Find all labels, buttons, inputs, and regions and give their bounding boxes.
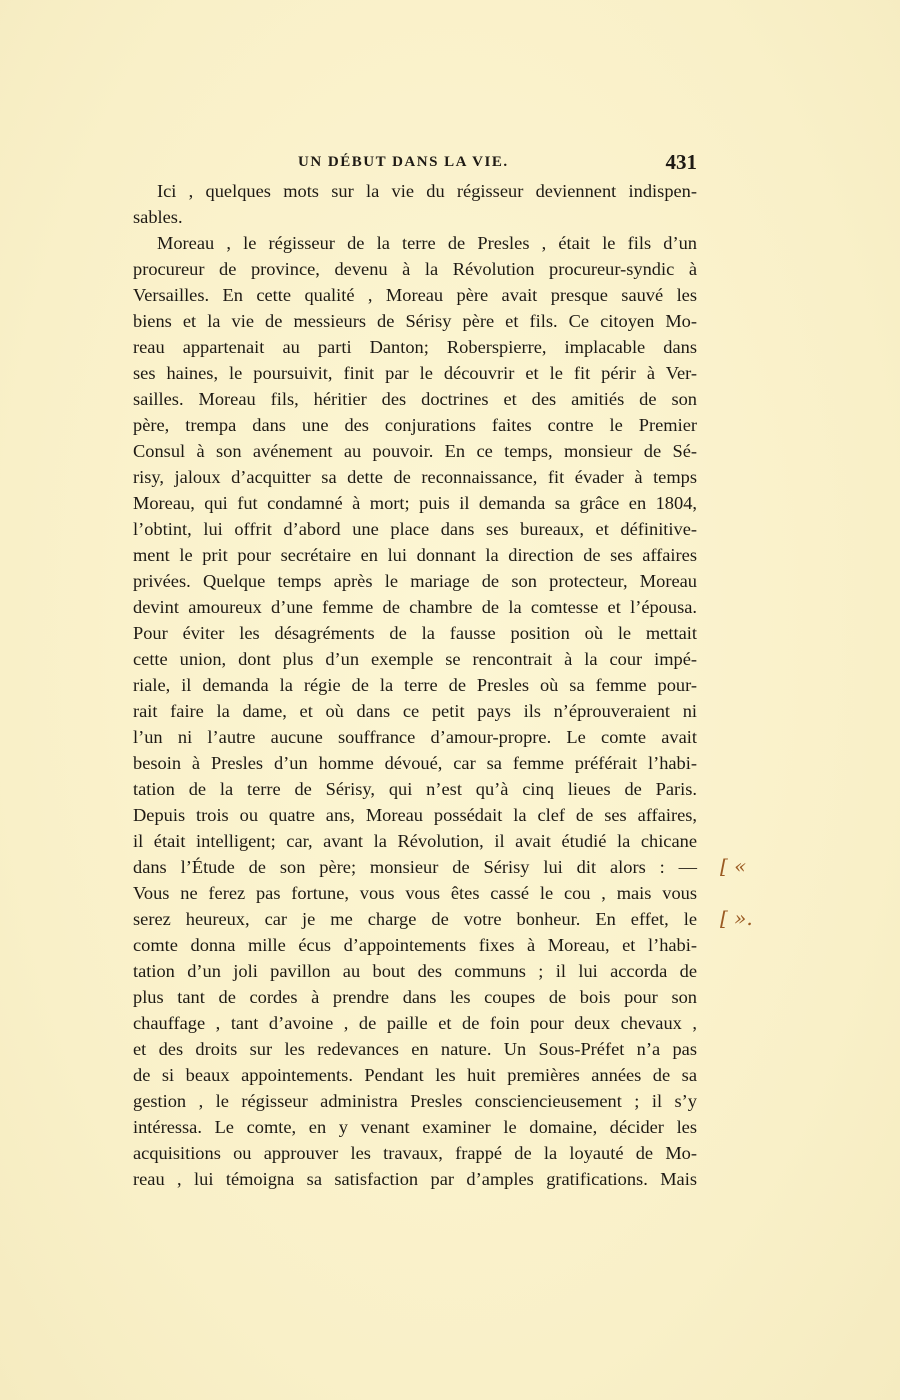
text-line: privées. Quelque temps après le mariage de son protecteur, Moreau (133, 571, 697, 591)
text-line: sailles. Moreau fils, héritier des doctrines et des amitiés de son (133, 389, 697, 409)
text-line: sables. (133, 207, 183, 227)
running-title: UN DÉBUT DANS LA VIE. (298, 154, 509, 170)
text-line: l’un ni l’autre aucune souffrance d’amour-propre. Le comte avait (133, 727, 697, 747)
text-line: procureur de province, devenu à la Révolution procureur-syndic à (133, 259, 697, 279)
text-line: serez heureux, car je me charge de votre bonheur. En effet, le (133, 909, 697, 929)
text-line: l’obtint, lui offrit d’abord une place dans ses bureaux, et définitive- (133, 519, 697, 539)
page-number: 431 (665, 150, 697, 174)
text-line: et des droits sur les redevances en nature. Un Sous-Préfet n’a pas (133, 1039, 697, 1059)
text-line: de si beaux appointements. Pendant les huit premières années de sa (133, 1065, 697, 1085)
text-line: Pour éviter les désagréments de la fausse position où le mettait (133, 623, 697, 643)
text-line: biens et la vie de messieurs de Sérisy père et fils. Ce citoyen Mo- (133, 311, 697, 331)
text-line: Ici , quelques mots sur la vie du régisseur deviennent indispen- (157, 181, 697, 201)
text-line: reau , lui témoigna sa satisfaction par d’amples gratifications. Mais (133, 1169, 697, 1189)
text-line: tation de la terre de Sérisy, qui n’est qu’à cinq lieues de Paris. (133, 779, 697, 799)
text-line: cette union, dont plus d’un exemple se rencontrait à la cour impé- (133, 649, 697, 669)
text-line: Moreau, qui fut condamné à mort; puis il demanda sa grâce en 1804, (133, 493, 697, 513)
text-line: ses haines, le poursuivit, finit par le découvrir et le fit périr à Ver- (133, 363, 697, 383)
text-line: gestion , le régisseur administra Presles consciencieusement ; il s’y (133, 1091, 697, 1111)
text-line: Moreau , le régisseur de la terre de Presles , était le fils d’un (157, 233, 697, 253)
text-line: rait faire la dame, et où dans ce petit pays ils n’éprouveraient ni (133, 701, 697, 721)
text-line: reau appartenait au parti Danton; Roberspierre, implacable dans (133, 337, 697, 357)
text-line: Vous ne ferez pas fortune, vous vous êtes cassé le cou , mais vous (133, 883, 697, 903)
text-line: tation d’un joli pavillon au bout des communs ; il lui accorda de (133, 961, 697, 981)
text-line: riale, il demanda la régie de la terre de Presles où sa femme pour- (133, 675, 697, 695)
text-line: besoin à Presles d’un homme dévoué, car sa femme préférait l’habi- (133, 753, 697, 773)
text-line: Consul à son avénement au pouvoir. En ce temps, monsieur de Sé- (133, 441, 697, 461)
page-header (133, 150, 697, 176)
text-line: acquisitions ou approuver les travaux, frappé de la loyauté de Mo- (133, 1143, 697, 1163)
text-line: intéressa. Le comte, en y venant examiner le domaine, décider les (133, 1117, 697, 1137)
text-line: père, trempa dans une des conjurations faites contre le Premier (133, 415, 697, 435)
text-line: il était intelligent; car, avant la Révolution, il avait étudié la chicane (133, 831, 697, 851)
text-line: comte donna mille écus d’appointements fixes à Moreau, et l’habi- (133, 935, 697, 955)
text-line: dans l’Étude de son père; monsieur de Sérisy lui dit alors : — (133, 857, 697, 877)
text-line: Depuis trois ou quatre ans, Moreau possédait la clef de ses affaires, (133, 805, 697, 825)
text-line: Versailles. En cette qualité , Moreau père avait presque sauvé les (133, 285, 697, 305)
text-line: chauffage , tant d’avoine , de paille et de foin pour deux chevaux , (133, 1013, 697, 1033)
body-text (133, 178, 697, 1192)
text-line: risy, jaloux d’acquitter sa dette de reconnaissance, fit évader à temps (133, 467, 697, 487)
text-line: plus tant de cordes à prendre dans les coupes de bois pour son (133, 987, 697, 1007)
margin-annotation-open-quote: [ « (720, 854, 747, 878)
margin-annotation-close-quote: [ ». (720, 906, 753, 930)
text-line: ment le prit pour secrétaire en lui donnant la direction de ses affaires (133, 545, 697, 565)
text-line: devint amoureux d’une femme de chambre de la comtesse et l’épousa. (133, 597, 697, 617)
